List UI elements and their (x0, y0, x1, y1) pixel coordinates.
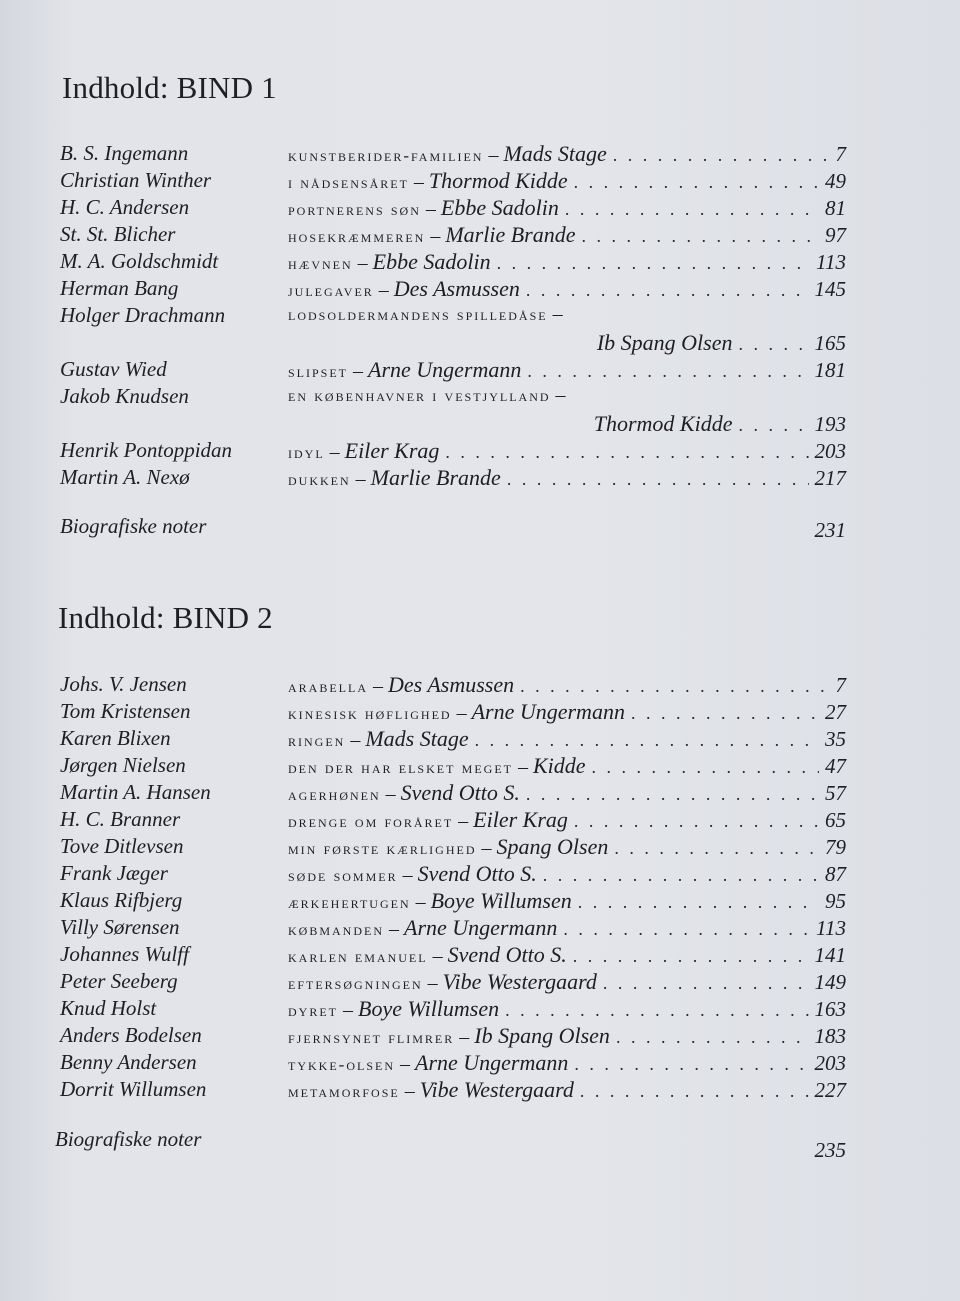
toc-entry-line (288, 834, 846, 860)
toc-entry-line (288, 276, 846, 302)
toc-row (0, 168, 960, 195)
leader-dots (505, 1000, 808, 1021)
illustrator-name: Des Asmussen (388, 672, 515, 697)
story-title: en københavner i vestjylland (288, 386, 551, 405)
author-name: Holger Drachmann (60, 303, 226, 327)
author-name: Frank Jæger (60, 861, 168, 885)
toc-row (0, 915, 960, 942)
toc-row (0, 942, 960, 969)
toc-entry-line (288, 807, 846, 833)
dash-separator: – (552, 303, 563, 325)
toc-row (0, 996, 960, 1023)
illustrator-name: Marlie Brande (445, 222, 576, 247)
page-number: 203 (814, 439, 846, 463)
toc-entry-line (288, 942, 846, 968)
illustrator-name: Svend Otto S. (417, 861, 537, 886)
leader-dots (497, 253, 810, 274)
author-name: St. St. Blicher (60, 222, 176, 246)
page-number: 149 (814, 970, 846, 994)
toc-entry-line (288, 726, 846, 752)
toc-entry-line (288, 465, 846, 491)
illustrator-name: Vibe Westergaard (442, 969, 597, 994)
illustrator-name: Arne Ungermann (471, 699, 625, 724)
toc-entry-line (288, 780, 846, 806)
author-name: Johannes Wulff (60, 942, 189, 966)
story-title: kunstberider-familien (288, 146, 484, 165)
page-number: 7 (835, 673, 846, 697)
author-name: Tove Ditlevsen (60, 834, 184, 858)
toc-row (0, 357, 960, 384)
toc-entry-line (288, 1023, 846, 1049)
author-name: Martin A. Hansen (60, 780, 211, 804)
page-number: 183 (814, 1024, 846, 1048)
page-number: 65 (825, 808, 846, 832)
dash-separator: – (432, 945, 443, 967)
story-title: ringen (288, 731, 346, 750)
page-number: 95 (825, 889, 846, 913)
leader-dots (616, 1027, 809, 1048)
story-title: portnerens søn (288, 200, 421, 219)
leader-dots (739, 415, 809, 436)
toc-entry-line (288, 168, 846, 194)
story-title: hosekræmmeren (288, 227, 426, 246)
dash-separator: – (357, 252, 368, 274)
toc-entry-line (288, 411, 846, 437)
toc-row (0, 699, 960, 726)
dash-separator: – (353, 360, 364, 382)
page-number: 49 (825, 169, 846, 193)
bind-2-bio-notes-label: Biografiske noter (55, 1127, 202, 1151)
dash-separator: – (385, 783, 396, 805)
illustrator-name: Mads Stage (503, 141, 607, 166)
leader-dots (565, 199, 819, 220)
illustrator-name: Marlie Brande (370, 465, 501, 490)
leader-dots (592, 757, 819, 778)
toc-entry-line (288, 357, 846, 383)
story-title: slipset (288, 362, 349, 381)
story-title: søde sommer (288, 866, 398, 885)
toc-row (0, 438, 960, 465)
author-name: H. C. Branner (60, 807, 181, 831)
page-number: 79 (825, 835, 846, 859)
leader-dots (582, 226, 819, 247)
toc-entry-line (288, 996, 846, 1022)
leader-dots (613, 145, 830, 166)
story-title: hævnen (288, 254, 353, 273)
story-title: fjernsynet flimrer (288, 1028, 455, 1047)
toc-entry-line (288, 969, 846, 995)
author-name: Jakob Knudsen (60, 384, 189, 408)
illustrator-name: Ib Spang Olsen (596, 330, 733, 355)
illustrator-name: Arne Ungermann (404, 915, 558, 940)
toc-entry-line (288, 384, 846, 407)
illustrator-name: Thormod Kidde (593, 411, 733, 436)
toc-entry-line (288, 303, 846, 326)
bind-2-heading: Indhold: BIND 2 (58, 600, 273, 635)
story-title: arabella (288, 677, 368, 696)
toc-row (0, 807, 960, 834)
illustrator-name: Svend Otto S. (400, 780, 520, 805)
story-title: metamorfose (288, 1082, 400, 1101)
leader-dots (574, 811, 819, 832)
leader-dots (507, 469, 809, 490)
toc-row (0, 888, 960, 915)
illustrator-name: Ebbe Sadolin (440, 195, 559, 220)
story-title: dyret (288, 1001, 338, 1020)
toc-row (0, 195, 960, 222)
toc-row (0, 726, 960, 753)
author-name: M. A. Goldschmidt (60, 249, 219, 273)
illustrator-name: Svend Otto S. (447, 942, 567, 967)
toc-entry-line (288, 888, 846, 914)
leader-dots (445, 442, 808, 463)
toc-row (0, 384, 960, 411)
page-number: 141 (814, 943, 846, 967)
dash-separator: – (481, 837, 492, 859)
story-title: tykke-olsen (288, 1055, 395, 1074)
leader-dots (475, 730, 819, 751)
dash-separator: – (373, 675, 383, 697)
toc-entry-line (288, 141, 846, 167)
dash-separator: – (425, 198, 436, 220)
story-title: agerhønen (288, 785, 381, 804)
author-name: Knud Holst (60, 996, 157, 1020)
leader-dots (739, 334, 809, 355)
dash-separator: – (329, 441, 340, 463)
page-number: 27 (825, 700, 846, 724)
toc-entry-line (288, 195, 846, 221)
dash-separator: – (430, 225, 441, 247)
leader-dots (526, 280, 809, 301)
author-name: Henrik Pontoppidan (60, 438, 233, 462)
page-number: 7 (835, 142, 846, 166)
page-number: 113 (816, 916, 846, 940)
bind-1-bio-notes-label: Biografiske noter (60, 514, 207, 538)
author-name: Gustav Wied (60, 357, 167, 381)
illustrator-name: Spang Olsen (496, 834, 609, 859)
illustrator-name: Eiler Krag (473, 807, 568, 832)
dash-separator: – (517, 756, 528, 778)
toc-row (0, 1023, 960, 1050)
leader-dots (574, 172, 819, 193)
story-title: kinesisk høflighed (288, 704, 452, 723)
toc-row (0, 141, 960, 168)
toc-row (0, 303, 960, 330)
story-title: købmanden (288, 920, 384, 939)
toc-entry-line (288, 699, 846, 725)
page-number: 97 (825, 223, 846, 247)
dash-separator: – (458, 810, 469, 832)
dash-separator: – (413, 171, 424, 193)
author-name: B. S. Ingemann (60, 141, 189, 165)
toc-row (0, 753, 960, 780)
dash-separator: – (555, 384, 566, 406)
leader-dots (631, 703, 819, 724)
illustrator-name: Kidde (532, 753, 586, 778)
page-number: 227 (814, 1078, 846, 1102)
dash-separator: – (488, 144, 499, 166)
leader-dots (520, 676, 829, 697)
author-name: Dorrit Willumsen (60, 1077, 207, 1101)
author-name: Karen Blixen (60, 726, 171, 750)
toc-row (0, 465, 960, 492)
toc-entry-line (288, 330, 846, 356)
bind-1-heading: Indhold: BIND 1 (62, 70, 277, 105)
author-name: Anders Bodelsen (60, 1023, 202, 1047)
dash-separator: – (415, 891, 426, 913)
dash-separator: – (459, 1026, 470, 1048)
dash-separator: – (427, 972, 438, 994)
story-title: dukken (288, 470, 351, 489)
page-number: 165 (814, 331, 846, 355)
illustrator-name: Boye Willumsen (430, 888, 572, 913)
toc-row (0, 861, 960, 888)
illustrator-name: Arne Ungermann (415, 1050, 569, 1075)
illustrator-name: Vibe Westergaard (419, 1077, 574, 1102)
dash-separator: – (456, 702, 467, 724)
toc-row (0, 1077, 960, 1104)
story-title: karlen emanuel (288, 947, 428, 966)
toc-entry-line (288, 861, 846, 887)
author-name: H. C. Andersen (60, 195, 190, 219)
toc-row (0, 249, 960, 276)
author-name: Jørgen Nielsen (60, 753, 186, 777)
illustrator-name: Ebbe Sadolin (372, 249, 491, 274)
toc-entry-line (288, 438, 846, 464)
leader-dots (526, 784, 819, 805)
story-title: julegaver (288, 281, 374, 300)
page-number: 81 (825, 196, 846, 220)
dash-separator: – (350, 729, 361, 751)
bind-1-bio-notes-page: 231 (814, 518, 846, 542)
toc-row-continued (0, 330, 960, 357)
page-number: 113 (816, 250, 846, 274)
author-name: Villy Sørensen (60, 915, 180, 939)
toc-row-continued (0, 411, 960, 438)
dash-separator: – (378, 279, 389, 301)
illustrator-name: Ib Spang Olsen (474, 1023, 610, 1048)
story-title: ærkehertugen (288, 893, 411, 912)
story-title: min første kærlighed (288, 839, 477, 858)
illustrator-name: Mads Stage (365, 726, 469, 751)
leader-dots (580, 1081, 809, 1102)
author-name: Johs. V. Jensen (60, 672, 187, 696)
toc-entry-line (288, 672, 846, 698)
leader-dots (578, 892, 819, 913)
illustrator-name: Des Asmussen (393, 276, 520, 301)
story-title: den der har elsket meget (288, 758, 513, 777)
toc-entry-line (288, 1050, 846, 1076)
leader-dots (574, 1054, 808, 1075)
leader-dots (563, 919, 810, 940)
illustrator-name: Thormod Kidde (428, 168, 568, 193)
page-number: 47 (825, 754, 846, 778)
author-name: Klaus Rifbjerg (60, 888, 183, 912)
page-number: 145 (814, 277, 846, 301)
leader-dots (614, 838, 819, 859)
story-title: eftersøgningen (288, 974, 423, 993)
illustrator-name: Eiler Krag (344, 438, 440, 463)
toc-entry-line (288, 222, 846, 248)
page-number: 57 (825, 781, 846, 805)
leader-dots (527, 361, 808, 382)
page-number: 163 (814, 997, 846, 1021)
dash-separator: – (355, 468, 366, 490)
dash-separator: – (389, 918, 399, 940)
toc-row (0, 969, 960, 996)
story-title: lodsoldermandens spilledåse (288, 305, 548, 324)
toc-row (0, 780, 960, 807)
bind-2-bio-notes-page: 235 (814, 1138, 846, 1162)
toc-row (0, 276, 960, 303)
story-title: idyl (288, 443, 325, 462)
dash-separator: – (402, 864, 413, 886)
page-number: 87 (825, 862, 846, 886)
dash-separator: – (404, 1080, 415, 1102)
toc-row (0, 834, 960, 861)
author-name: Martin A. Nexø (60, 465, 190, 489)
toc-entry-line (288, 915, 846, 941)
page-number: 35 (825, 727, 846, 751)
dash-separator: – (400, 1053, 410, 1075)
illustrator-name: Arne Ungermann (368, 357, 522, 382)
toc-entry-line (288, 753, 846, 779)
author-name: Peter Seeberg (60, 969, 178, 993)
toc-row (0, 1050, 960, 1077)
page-number: 203 (814, 1051, 846, 1075)
leader-dots (573, 946, 809, 967)
page-number: 217 (814, 466, 846, 490)
dash-separator: – (343, 999, 353, 1021)
story-title: i nådsensåret (288, 173, 409, 192)
toc-entry-line (288, 1077, 846, 1103)
author-name: Christian Winther (60, 168, 212, 192)
author-name: Herman Bang (60, 276, 179, 300)
leader-dots (543, 865, 819, 886)
page-number: 181 (814, 358, 846, 382)
toc-entry-line (288, 249, 846, 275)
page-number: 193 (814, 412, 846, 436)
leader-dots (603, 973, 809, 994)
toc-row (0, 672, 960, 699)
illustrator-name: Boye Willumsen (358, 996, 500, 1021)
author-name: Benny Andersen (60, 1050, 197, 1074)
story-title: drenge om foråret (288, 812, 454, 831)
toc-row (0, 222, 960, 249)
author-name: Tom Kristensen (60, 699, 191, 723)
